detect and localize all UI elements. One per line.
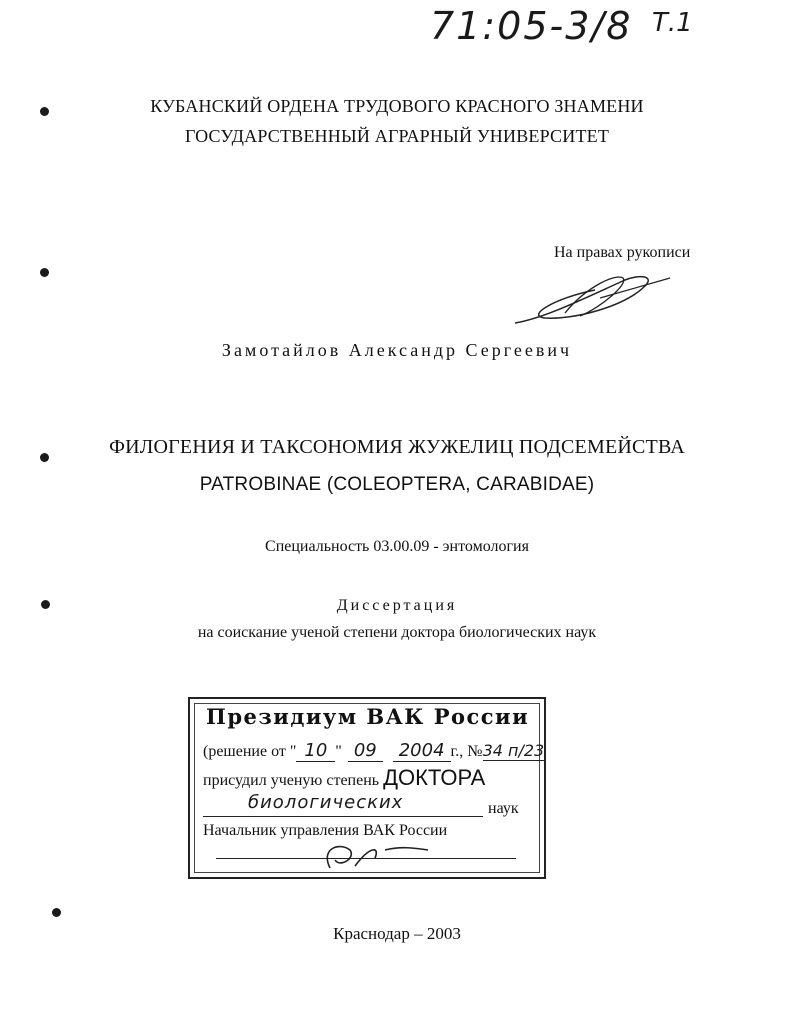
manuscript-note: На правах рукописи [554,244,691,261]
author-signature [505,268,675,330]
margin-dot [40,268,49,277]
dissertation-title-line-1: ФИЛОГЕНИЯ И ТАКСОНОМИЯ ЖУЖЕЛИЦ ПОДСЕМЕЙСТВА [109,436,685,458]
city-year: Краснодар – 2003 [333,924,461,943]
specialty: Специальность 03.00.09 - энтомология [265,538,529,555]
archive-volume: Т.1 [652,8,693,38]
awarded-degree: ДОКТОРА [383,765,486,790]
science-handwritten: биологических [248,792,404,813]
stamp-header: Президиум ВАК России [206,704,530,729]
decision-year-suffix: г., № [450,743,483,760]
decision-year: 2004 [393,740,451,762]
chief-signature [300,838,440,876]
decision-quote: " [335,743,342,760]
stamp-awarded-row [203,765,485,791]
awarded-prefix: присудил ученую степень [203,772,380,789]
margin-dot [52,908,61,917]
work-type: Диссертация [336,597,458,614]
decision-month: 09 [348,740,383,762]
author-name: Замотайлов Александр Сергеевич [221,340,573,360]
decision-prefix: (решение от " [203,743,297,760]
decision-number: 34 п/23 [482,741,545,760]
archive-code: 71:05-3/8 [430,4,633,48]
stamp-decision-row [203,740,544,761]
degree-line: на соискание ученой степени доктора биологических наук [197,624,597,641]
university-line-2: ГОСУДАРСТВЕННЫЙ АГРАРНЫЙ УНИВЕРСИТЕТ [184,126,610,146]
science-suffix: наук [488,800,519,817]
science-underline [203,816,483,817]
dissertation-title-line-2: PATROBINAE (COLEOPTERA, CARABIDAE) [199,474,595,495]
university-line-1: КУБАНСКИЙ ОРДЕНА ТРУДОВОГО КРАСНОГО ЗНАМЕНИ [150,96,644,116]
decision-day: 10 [296,740,335,762]
stamp-chief: Начальник управления ВАК России [203,822,448,839]
chief-signature-line [216,858,516,859]
